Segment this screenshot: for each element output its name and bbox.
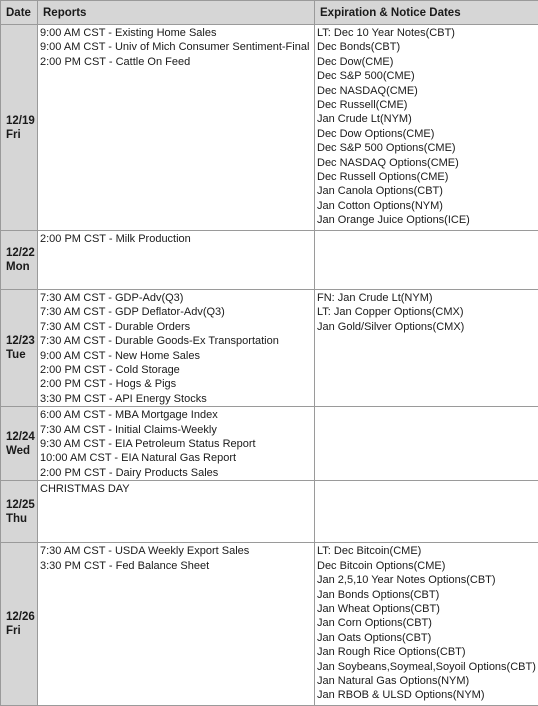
date-cell bbox=[1, 290, 38, 407]
expiration-item: Dec Dow Options(CME) bbox=[317, 127, 435, 140]
report-item: 3:30 PM CST - Fed Balance Sheet bbox=[40, 559, 210, 572]
date-label: 12/19 bbox=[6, 114, 35, 127]
expiration-item: Jan RBOB & ULSD Options(NYM) bbox=[317, 689, 485, 702]
table-row bbox=[1, 543, 538, 706]
date-cell bbox=[1, 543, 38, 706]
date-cell bbox=[1, 231, 38, 290]
date-cell bbox=[1, 25, 38, 231]
weekday-label: Mon bbox=[6, 261, 30, 273]
weekday-label: Tue bbox=[6, 349, 26, 362]
expiration-item: FN: Jan Crude Lt(NYM) bbox=[317, 292, 433, 304]
weekday-label: Wed bbox=[6, 444, 31, 457]
weekday-label: Fri bbox=[6, 128, 21, 141]
date-label: 12/23 bbox=[6, 335, 35, 348]
report-item: 9:00 AM CST - Existing Home Sales bbox=[40, 27, 217, 39]
header-date: Date bbox=[1, 1, 38, 25]
report-item: 2:00 PM CST - Dairy Products Sales bbox=[40, 466, 219, 479]
report-item: 10:00 AM CST - EIA Natural Gas Report bbox=[40, 452, 237, 465]
expiration-item: LT: Dec Bitcoin(CME) bbox=[317, 545, 422, 558]
report-item: 9:00 AM CST - Univ of Mich Consumer Sentiment-Final bbox=[40, 41, 310, 54]
report-item: 2:00 PM CST - Cold Storage bbox=[40, 364, 180, 377]
reports-cell bbox=[38, 231, 315, 290]
expiration-item: Jan Cotton Options(NYM) bbox=[317, 199, 443, 212]
expiration-item: Dec Dow(CME) bbox=[317, 55, 394, 68]
report-item: CHRISTMAS DAY bbox=[40, 483, 130, 496]
expiration-item: Dec NASDAQ(CME) bbox=[317, 84, 418, 97]
expiration-item: Dec S&P 500(CME) bbox=[317, 70, 415, 83]
weekday-label: Thu bbox=[6, 512, 28, 525]
expirations-cell bbox=[315, 543, 538, 706]
reports-cell bbox=[38, 25, 315, 231]
expirations-cell bbox=[315, 25, 538, 231]
report-item: 2:00 PM CST - Hogs & Pigs bbox=[40, 378, 177, 391]
expiration-item: Dec Bonds(CBT) bbox=[317, 41, 401, 54]
table-row bbox=[1, 25, 538, 231]
report-item: 3:30 PM CST - API Energy Stocks bbox=[40, 392, 207, 405]
calendar-body bbox=[1, 25, 538, 706]
report-item: 2:00 PM CST - Milk Production bbox=[40, 233, 191, 245]
expiration-item: Jan Orange Juice Options(ICE) bbox=[317, 214, 470, 227]
report-item: 9:00 AM CST - New Home Sales bbox=[40, 349, 200, 362]
reports-cell bbox=[38, 481, 315, 543]
report-item: 7:30 AM CST - GDP Deflator-Adv(Q3) bbox=[40, 306, 225, 319]
expiration-item: Dec NASDAQ Options(CME) bbox=[317, 156, 459, 169]
report-item: 6:00 AM CST - MBA Mortgage Index bbox=[40, 409, 218, 422]
report-item: 7:30 AM CST - Durable Goods-Ex Transportation bbox=[40, 335, 279, 348]
reports-cell bbox=[38, 290, 315, 407]
table-row bbox=[1, 290, 538, 407]
expiration-item: Jan Corn Options(CBT) bbox=[317, 617, 432, 630]
expiration-item: Jan Soybeans,Soymeal,Soyoil Options(CBT) bbox=[317, 660, 536, 673]
weekday-label: Fri bbox=[6, 625, 21, 638]
reports-cell bbox=[38, 543, 315, 706]
report-item: 9:30 AM CST - EIA Petroleum Status Report bbox=[40, 438, 256, 451]
expirations-cell bbox=[315, 231, 538, 290]
expiration-item: Jan Oats Options(CBT) bbox=[317, 631, 432, 644]
date-label: 12/25 bbox=[6, 498, 35, 511]
date-label: 12/24 bbox=[6, 430, 35, 443]
reports-cell bbox=[38, 407, 315, 481]
date-cell bbox=[1, 407, 38, 481]
expiration-item: Jan 2,5,10 Year Notes Options(CBT) bbox=[317, 574, 496, 587]
expiration-item: Jan Wheat Options(CBT) bbox=[317, 602, 440, 615]
expirations-cell bbox=[315, 481, 538, 543]
expirations-cell bbox=[315, 290, 538, 407]
expiration-item: Jan Rough Rice Options(CBT) bbox=[317, 646, 466, 659]
expiration-item: Dec S&P 500 Options(CME) bbox=[317, 142, 456, 155]
expiration-item: LT: Jan Copper Options(CMX) bbox=[317, 306, 464, 319]
expiration-item: Dec Russell(CME) bbox=[317, 99, 408, 112]
expiration-item: Jan Crude Lt(NYM) bbox=[317, 113, 412, 126]
header-reports: Reports bbox=[38, 1, 315, 25]
header-expirations: Expiration & Notice Dates bbox=[315, 1, 538, 25]
report-item: 7:30 AM CST - USDA Weekly Export Sales bbox=[40, 545, 250, 558]
expiration-item: Jan Gold/Silver Options(CMX) bbox=[317, 320, 465, 333]
expiration-item: Jan Canola Options(CBT) bbox=[317, 185, 443, 198]
report-item: 7:30 AM CST - Durable Orders bbox=[40, 320, 191, 333]
table-row bbox=[1, 481, 538, 543]
table-row bbox=[1, 231, 538, 290]
expiration-item: Jan Natural Gas Options(NYM) bbox=[317, 674, 470, 687]
date-label: 12/22 bbox=[6, 247, 35, 259]
expirations-cell bbox=[315, 407, 538, 481]
date-label: 12/26 bbox=[6, 611, 35, 624]
table-row bbox=[1, 407, 538, 481]
expiration-item: Dec Russell Options(CME) bbox=[317, 171, 449, 184]
expiration-item: Dec Bitcoin Options(CME) bbox=[317, 559, 446, 572]
date-cell bbox=[1, 481, 38, 543]
expiration-item: Jan Bonds Options(CBT) bbox=[317, 588, 440, 601]
report-item: 7:30 AM CST - Initial Claims-Weekly bbox=[40, 423, 217, 436]
expiration-item: LT: Dec 10 Year Notes(CBT) bbox=[317, 27, 455, 39]
report-item: 2:00 PM CST - Cattle On Feed bbox=[40, 55, 191, 68]
report-item: 7:30 AM CST - GDP-Adv(Q3) bbox=[40, 292, 184, 304]
header-row bbox=[1, 1, 538, 25]
